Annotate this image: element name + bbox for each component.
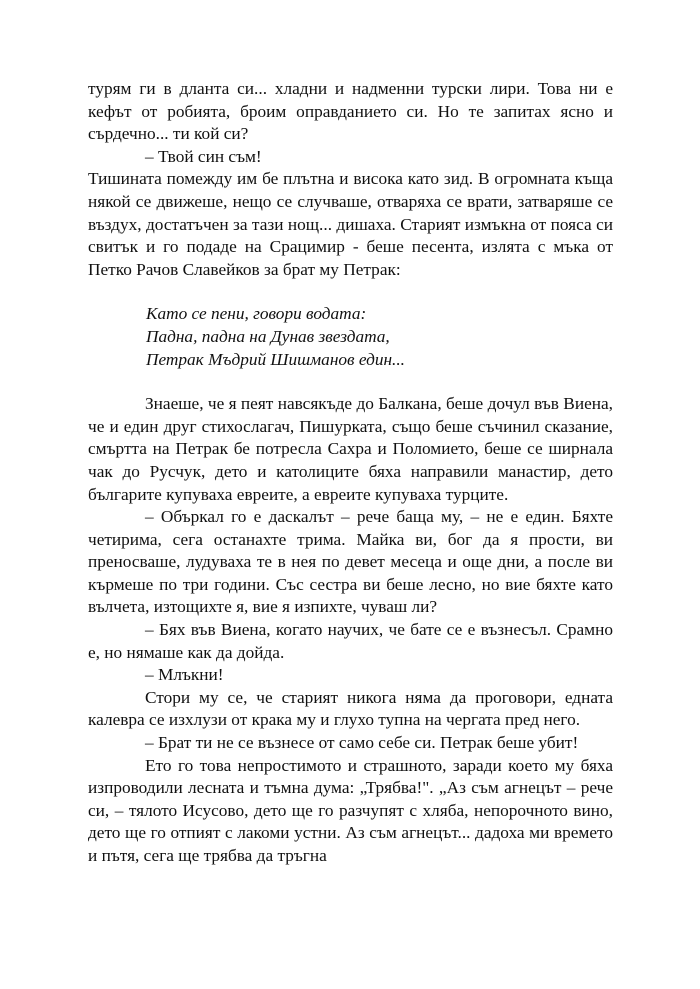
paragraph-dialogue: – Бях във Виена, когато научих, че бате се е възнесъл. Срамно е, но нямаше как да дойда. bbox=[88, 620, 613, 662]
verse-line: Като се пени, говори водата: bbox=[146, 304, 367, 324]
paragraph-narration: Знаеше, че я пеят навсякъде до Балкана, беше дочул във Виена, че и един друг стихослагач, Пишурката, също беше съчинил сказание, смъртта на Петрак бе потресла Сахра и Поломието, беше се ширнала чак до Русчук, дето и католиците бяха направили манастир, дето българите купуваха евреите, а евреите купуваха турците. bbox=[88, 394, 613, 504]
paragraph-narration: Стори му се, че старият никога няма да проговори, едната калевра се изхлузи от крака му и глухо тупна на чергата пред него. bbox=[88, 687, 613, 730]
paragraph-narration: Ето го това непростимото и страшното, заради което му бяха изпроводили лесната и тъмна дума: „Трябва!". „Аз съм агнецът – рече си, – тялото Исусово, дето ще го разчупят с хляба, непорочното вино, дето ще го отпият с лакоми устни. Аз съм агнецът... дадоха ми времето и пътя, сега ще трябва да тръгна bbox=[88, 755, 613, 865]
paragraph-dialogue: – Твой син съм! bbox=[145, 146, 262, 166]
paragraph-dialogue: – Брат ти не се възнесе от само себе си. Петрак беше убит! bbox=[145, 733, 579, 753]
paragraph-dialogue: – Млъкни! bbox=[145, 665, 224, 685]
spacer bbox=[88, 371, 613, 393]
document-page bbox=[88, 78, 613, 868]
verse-block bbox=[88, 303, 613, 371]
verse-line: Петрак Мъдрий Шишманов един... bbox=[146, 349, 406, 369]
paragraph-dialogue: – Объркал го е даскалът – рече баща му, – не е един. Бяхте четирима, сега останахте трима. Майка ви, бог да я прости, ви преносваше, лудуваха те в нея по девет месеца и още дни, а после ви кърмеше по три години. Със сестра ви беше лесно, но вие бяхте като вълчета, изтощихте я, вие я изпихте, чуваш ли? bbox=[88, 507, 613, 617]
verse-line: Падна, падна на Дунав звездата, bbox=[146, 326, 390, 346]
paragraph-continued: турям ги в дланта си... хладни и надменни турски лири. Това ни е кефът от робията, броим оправданието си. Но те запитах ясно и сърдечно... ти кой си? bbox=[88, 79, 613, 144]
spacer bbox=[88, 281, 613, 303]
paragraph-narration: Тишината помежду им бе плътна и висока като зид. В огромната къща някой се движеше, нещо се случваше, отваряха се врати, затваряше се въздух, достатъчен за тази нощ... дишаха. Старият измъкна от пояса си свитък и го подаде на Срацимир - беше песента, излята с мъка от Петко Рачов Славейков за брат му Петрак: bbox=[88, 169, 613, 279]
